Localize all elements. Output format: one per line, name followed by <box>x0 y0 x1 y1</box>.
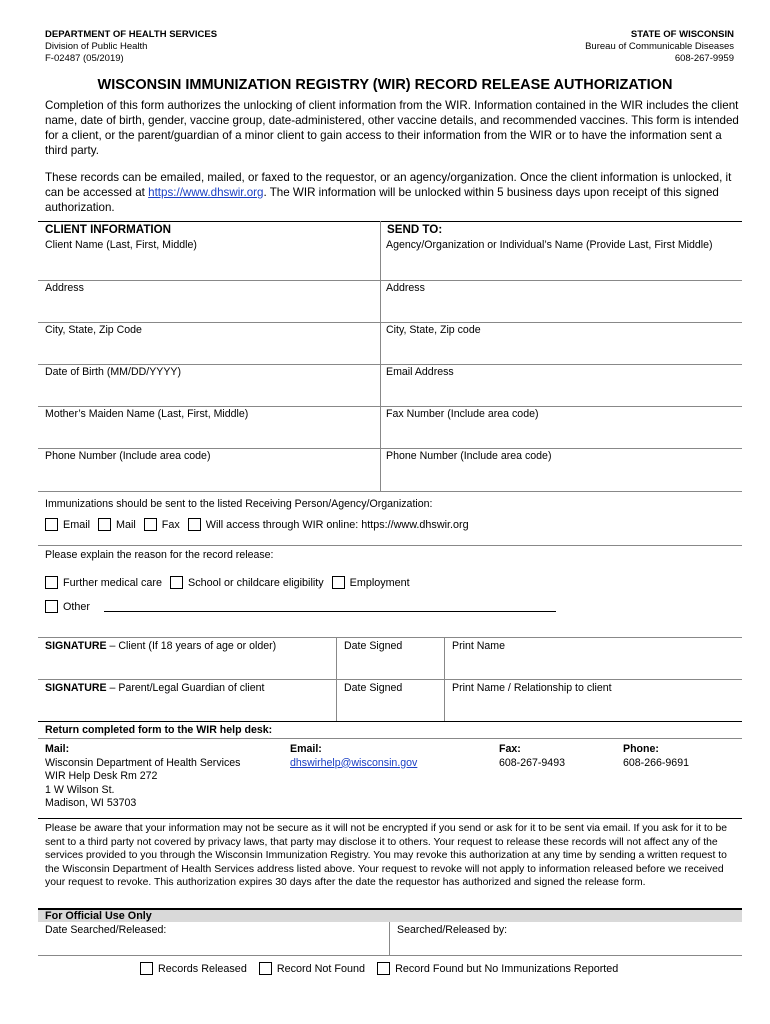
guardian-date-signed-field[interactable]: Date Signed <box>344 682 403 694</box>
mail-line: WIR Help Desk Rm 272 <box>45 770 158 783</box>
official-use-bar <box>38 908 742 922</box>
row-rule <box>38 955 742 956</box>
checkbox[interactable] <box>45 576 58 589</box>
official-divider <box>389 922 390 955</box>
reason-option-other[interactable] <box>45 600 90 613</box>
recipient-email-field[interactable]: Email Address <box>386 366 454 378</box>
other-reason-input[interactable] <box>104 601 556 612</box>
client-address-field[interactable]: Address <box>45 282 84 294</box>
row-rule <box>38 364 742 365</box>
official-options <box>140 962 626 975</box>
client-date-signed-field[interactable]: Date Signed <box>344 640 403 652</box>
section-rule <box>38 818 742 819</box>
bureau-name: Bureau of Communicable Diseases <box>585 41 734 52</box>
checkbox[interactable] <box>98 518 111 531</box>
searched-by-field[interactable]: Searched/Released by: <box>397 924 508 936</box>
delivery-option-fax[interactable] <box>144 518 180 531</box>
option-label: Email <box>63 518 90 531</box>
official-option-not-found[interactable] <box>259 962 365 975</box>
delivery-prompt: Immunizations should be sent to the listed Receiving Person/Agency/Organization: <box>45 498 433 510</box>
row-rule <box>38 679 742 680</box>
option-label: Further medical care <box>63 576 163 589</box>
reason-option-school[interactable] <box>170 576 324 589</box>
checkbox[interactable] <box>144 518 157 531</box>
mail-line: Madison, WI 53703 <box>45 797 137 810</box>
checkbox[interactable] <box>45 518 58 531</box>
recipient-city-field[interactable]: City, State, Zip code <box>386 324 481 336</box>
row-rule <box>38 322 742 323</box>
client-name-field[interactable]: Client Name (Last, First, Middle) <box>45 239 197 251</box>
section-rule <box>38 637 742 638</box>
row-rule <box>38 280 742 281</box>
guardian-print-name-field[interactable]: Print Name / Relationship to client <box>452 682 612 694</box>
delivery-options <box>45 518 477 531</box>
option-label: Mail <box>116 518 136 531</box>
division-name: Division of Public Health <box>45 41 148 52</box>
reason-options <box>45 576 418 589</box>
section-rule <box>38 545 742 546</box>
client-phone-field[interactable]: Phone Number (Include area code) <box>45 450 211 462</box>
return-heading: Return completed form to the WIR help desk: <box>45 724 273 736</box>
date-searched-field[interactable]: Date Searched/Released: <box>45 924 167 936</box>
checkbox[interactable] <box>140 962 153 975</box>
option-label: Employment <box>349 576 410 589</box>
checkbox[interactable] <box>188 518 201 531</box>
option-label: School or childcare eligibility <box>188 576 324 589</box>
client-info-heading: CLIENT INFORMATION <box>45 223 172 236</box>
option-label: Record Not Found <box>276 962 366 975</box>
checkbox[interactable] <box>377 962 390 975</box>
state-name: STATE OF WISCONSIN <box>630 29 734 40</box>
option-label: Records Released <box>158 962 247 975</box>
delivery-option-online[interactable] <box>188 518 469 531</box>
bureau-phone: 608-267-9959 <box>674 53 734 64</box>
intro-p2-text: These records can be emailed, mailed, or faxed to the requestor, or an agency/organization. Once the client information is unlocked, it can be accessed at <box>45 171 732 199</box>
delivery-option-email[interactable] <box>45 518 90 531</box>
checkbox[interactable] <box>259 962 272 975</box>
privacy-notice: Please be aware that your information may not be secure as it will not be encrypted if you send or ask for it to be sent via email. If you ask for it to be sent to a third party not covered by privacy laws, that party may disclose it to others. Your request to release these records will not affect any of the services provided to you through the Wisconsin Immunization Registry. You may revoke this authorization at any time by sending a written request to the Wisconsin Department of Health Services address listed above. Your request to revoke will not apply to information released before we received your request to revoke. This authorization expires 30 days after the date the requestor has authorized and signed the release form. <box>45 823 728 888</box>
checkbox[interactable] <box>332 576 345 589</box>
checkbox[interactable] <box>170 576 183 589</box>
option-label: Fax <box>161 518 180 531</box>
reason-option-medical[interactable] <box>45 576 162 589</box>
fax-label: Fax: <box>499 743 521 755</box>
reason-prompt: Please explain the reason for the record release: <box>45 549 274 561</box>
return-fax <box>499 743 565 770</box>
signature-desc: – Parent/Legal Guardian of client <box>106 682 265 694</box>
return-email <box>290 743 417 770</box>
department-name: DEPARTMENT OF HEALTH SERVICES <box>45 29 218 40</box>
option-label: Record Found but No Immunizations Reported <box>395 962 619 975</box>
email-label: Email: <box>290 743 322 755</box>
signature-label: SIGNATURE <box>45 682 107 694</box>
help-desk-phone: 608-266-9691 <box>623 756 689 769</box>
checkbox[interactable] <box>45 600 58 613</box>
header-right <box>585 29 734 65</box>
official-use-heading: For Official Use Only <box>45 910 152 922</box>
recipient-address-field[interactable]: Address <box>386 282 425 294</box>
option-label: Other <box>63 600 91 613</box>
delivery-option-mail[interactable] <box>98 518 136 531</box>
official-option-no-immunizations[interactable] <box>377 962 618 975</box>
return-mail <box>45 743 240 811</box>
client-print-name-field[interactable]: Print Name <box>452 640 505 652</box>
mail-line: 1 W Wilson St. <box>45 783 115 796</box>
row-rule <box>38 448 742 449</box>
wir-link[interactable]: https://www.dhswir.org <box>148 186 264 199</box>
recipient-phone-field[interactable]: Phone Number (Include area code) <box>386 450 552 462</box>
grid-divider <box>380 221 381 491</box>
help-desk-email-link[interactable]: dhswirhelp@wisconsin.gov <box>290 756 418 769</box>
option-label: Will access through WIR online: https://www.dhswir.org <box>205 518 469 531</box>
recipient-fax-field[interactable]: Fax Number (Include area code) <box>386 408 539 420</box>
signature-desc: – Client (If 18 years of age or older) <box>106 640 277 652</box>
recipient-name-field[interactable]: Agency/Organization or Individual’s Name (Provide Last, First Middle) <box>386 239 713 251</box>
reason-other-row <box>45 600 556 613</box>
header-left <box>45 29 217 65</box>
signature-label: SIGNATURE <box>45 640 107 652</box>
return-phone <box>623 743 689 770</box>
form-title: WISCONSIN IMMUNIZATION REGISTRY (WIR) RECORD RELEASE AUTHORIZATION <box>97 77 673 93</box>
intro-p2-text-end: . The WIR information will be unlocked within 5 business days upon receipt of this signed authorization. <box>45 186 719 214</box>
grid-top-rule <box>38 221 742 222</box>
client-dob-field[interactable]: Date of Birth (MM/DD/YYYY) <box>45 366 181 378</box>
mail-line: Wisconsin Department of Health Services <box>45 756 241 769</box>
help-desk-fax: 608-267-9493 <box>499 756 565 769</box>
client-signature-field[interactable] <box>45 640 276 652</box>
intro-paragraph-1: Completion of this form authorizes the unlocking of client information from the WIR. Information contained in the WIR includes the client name, date of birth, gender, vaccine group, date-administered, other vaccine details, and recommended vaccines. This form is intended for a client, or the parent/guardian of a minor client to gain access to their information from the WIR or to have the information sent a third party. <box>45 99 739 157</box>
client-city-field[interactable]: City, State, Zip Code <box>45 324 142 336</box>
mail-label: Mail: <box>45 743 70 755</box>
row-rule <box>38 491 742 492</box>
form-number: F-02487 (05/2019) <box>45 53 124 64</box>
reason-option-employment[interactable] <box>332 576 410 589</box>
intro-paragraph-2 <box>45 170 740 215</box>
guardian-signature-field[interactable] <box>45 682 264 694</box>
phone-label: Phone: <box>623 743 659 755</box>
official-option-released[interactable] <box>140 962 247 975</box>
mother-maiden-name-field[interactable]: Mother’s Maiden Name (Last, First, Middle) <box>45 408 249 420</box>
section-rule <box>38 721 742 722</box>
send-to-heading: SEND TO: <box>387 223 443 236</box>
row-rule <box>38 406 742 407</box>
row-rule <box>38 738 742 739</box>
